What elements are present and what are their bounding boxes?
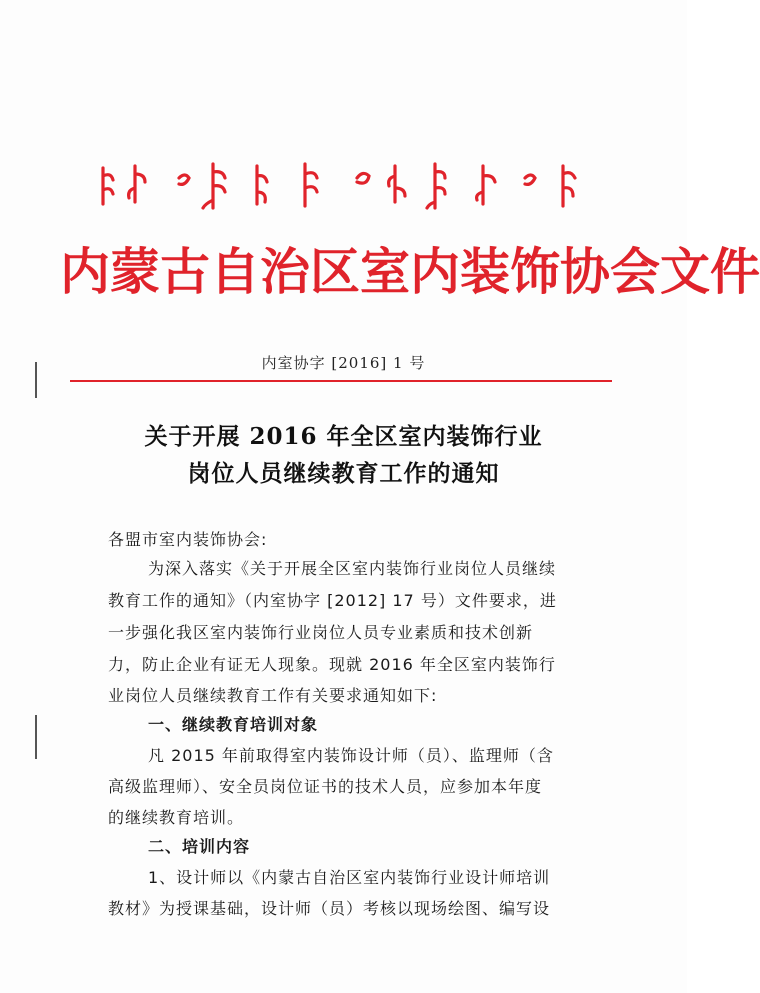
margin-mark	[35, 362, 37, 398]
organization-title: 内蒙古自治区室内装饰协会文件	[60, 243, 760, 301]
paragraph-line: 高级监理师）、安全员岗位证书的技术人员，应参加本年度	[108, 777, 543, 796]
paragraph-line: 1、设计师以《内蒙古自治区室内装饰行业设计师培训	[148, 868, 551, 887]
paragraph-line: 为深入落实《关于开展全区室内装饰行业岗位人员继续	[148, 559, 557, 578]
section-heading: 一、继续教育培训对象	[148, 715, 319, 734]
margin-mark	[35, 715, 37, 759]
paragraph-line: 教材》为授课基础，设计师（员）考核以现场绘图、编写设	[108, 899, 551, 918]
paragraph-line: 力，防止企业有证无人现象。现就 2016 年全区室内装饰行	[108, 655, 556, 674]
paragraph-line: 教育工作的通知》（内室协字 [2012] 17 号）文件要求，进	[108, 591, 557, 610]
paragraph-line: 凡 2015 年前取得室内装饰设计师（员）、监理师（含	[148, 746, 554, 765]
section-heading: 二、培训内容	[148, 837, 251, 856]
salutation: 各盟市室内装饰协会:	[108, 530, 268, 549]
notice-title-line2: 岗位人员继续教育工作的通知	[187, 460, 500, 487]
red-divider-line	[70, 380, 612, 382]
paragraph-line: 一步强化我区室内装饰行业岗位人员专业素质和技术创新	[108, 623, 534, 642]
paragraph-line: 业岗位人员继续教育工作有关要求通知如下:	[108, 686, 438, 705]
mongolian-script-line	[95, 158, 595, 214]
notice-title-line1: 关于开展 2016 年全区室内装饰行业	[144, 423, 543, 450]
paragraph-line: 的继续教育培训。	[108, 808, 245, 827]
document-number: 内室协字 [2016] 1 号	[261, 354, 426, 372]
